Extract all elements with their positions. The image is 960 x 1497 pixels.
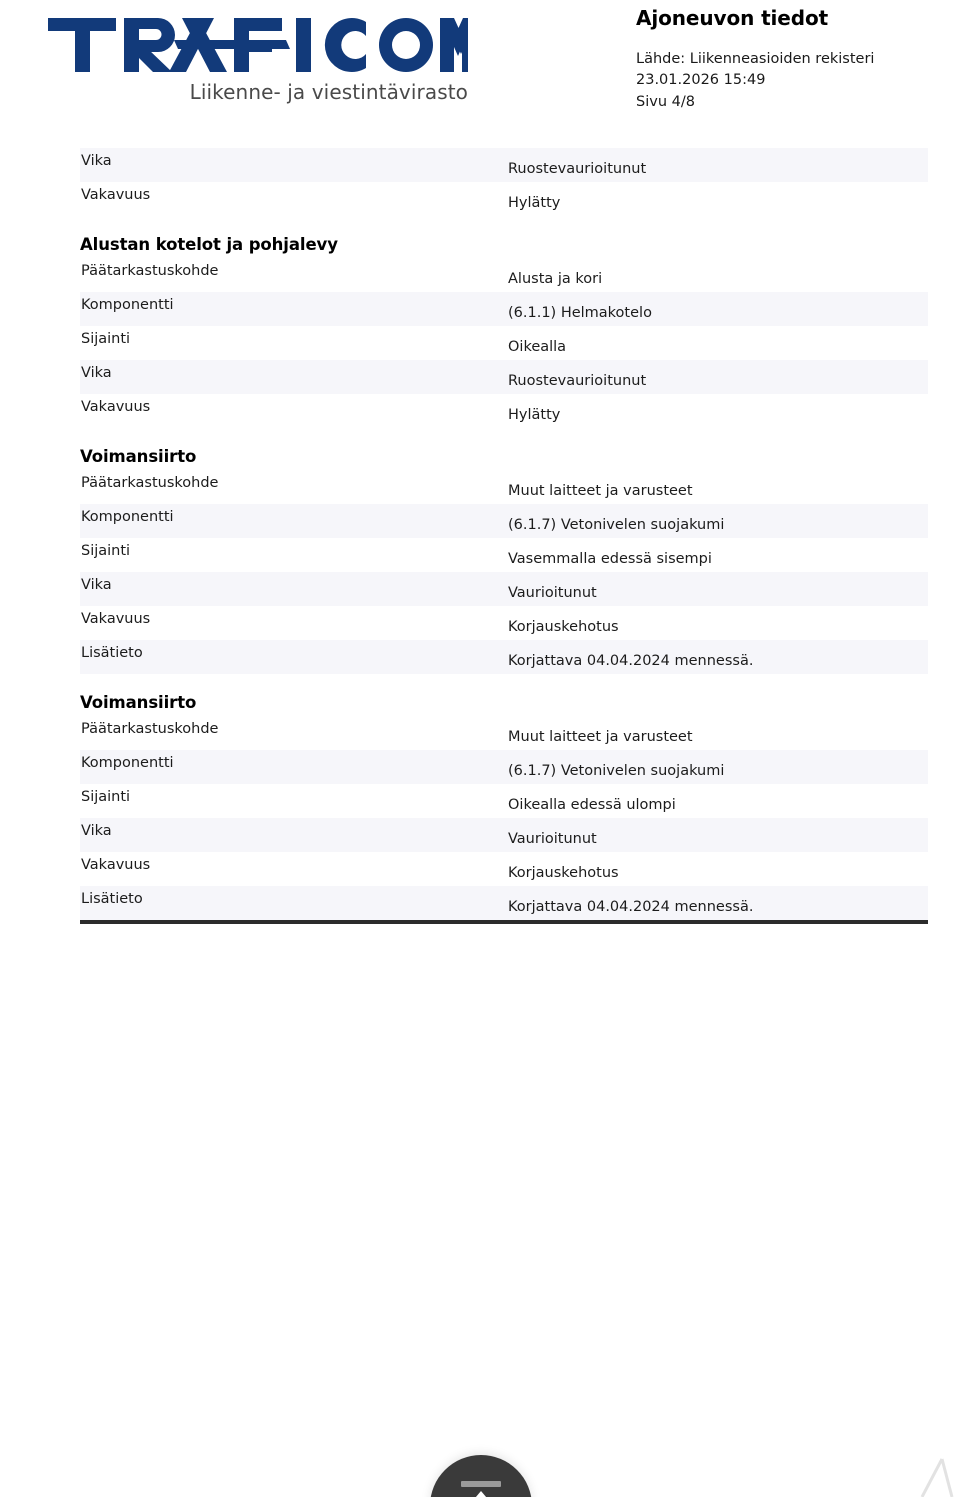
- table-row: [80, 538, 928, 572]
- row-value: (6.1.7) Vetonivelen suojakumi: [508, 516, 725, 533]
- row-value: Ruostevaurioitunut: [508, 372, 647, 389]
- row-label: Komponentti: [81, 754, 174, 771]
- table-row: [80, 716, 928, 750]
- row-value: Hylätty: [508, 406, 561, 423]
- row-label: Vika: [81, 364, 112, 381]
- timestamp: 23.01.2026 15:49: [636, 72, 766, 89]
- row-label: Sijainti: [81, 788, 131, 805]
- row-label: Lisätieto: [81, 890, 143, 907]
- table-row: [80, 326, 928, 360]
- page-title: Ajoneuvon tiedot: [636, 6, 829, 30]
- row-label: Komponentti: [81, 296, 174, 313]
- table-row: [80, 750, 928, 784]
- row-value: Muut laitteet ja varusteet: [508, 482, 693, 499]
- row-label: Päätarkastuskohde: [81, 262, 219, 279]
- table-row: [80, 572, 928, 606]
- row-value: Korjattava 04.04.2024 mennessä.: [508, 898, 754, 915]
- table-row: [80, 504, 928, 538]
- corner-mark-icon: [908, 1445, 956, 1497]
- row-value: Vaurioitunut: [508, 584, 597, 601]
- table-row: [80, 360, 928, 394]
- row-label: Lisätieto: [81, 644, 143, 661]
- table-row: [80, 292, 928, 326]
- row-value: (6.1.1) Helmakotelo: [508, 304, 652, 321]
- row-value: (6.1.7) Vetonivelen suojakumi: [508, 762, 725, 779]
- inspection-details-table: [80, 148, 928, 924]
- section-heading: Voimansiirto: [80, 674, 928, 716]
- row-label: Vakavuus: [81, 856, 151, 873]
- row-label: Vika: [81, 576, 112, 593]
- document-meta: [636, 49, 936, 113]
- table-row: [80, 394, 928, 428]
- row-label: Sijainti: [81, 330, 131, 347]
- row-value: Korjattava 04.04.2024 mennessä.: [508, 652, 754, 669]
- table-row: [80, 148, 928, 182]
- table-row: [80, 852, 928, 886]
- row-label: Vika: [81, 152, 112, 169]
- row-label: Vakavuus: [81, 610, 151, 627]
- row-value: Oikealla: [508, 338, 567, 355]
- traficom-wordmark-icon: [48, 14, 468, 76]
- row-value: Alusta ja kori: [508, 270, 603, 287]
- table-row: [80, 886, 928, 920]
- row-label: Vika: [81, 822, 112, 839]
- row-label: Päätarkastuskohde: [81, 474, 219, 491]
- row-label: Vakavuus: [81, 398, 151, 415]
- table-row: [80, 606, 928, 640]
- share-bar-icon: [461, 1481, 501, 1487]
- row-label: Sijainti: [81, 542, 131, 559]
- row-label: Vakavuus: [81, 186, 151, 203]
- table-row: [80, 258, 928, 292]
- row-value: Hylätty: [508, 194, 561, 211]
- row-value: Korjauskehotus: [508, 618, 619, 635]
- source-line: Lähde: Liikenneasioiden rekisteri: [636, 51, 875, 67]
- row-value: Ruostevaurioitunut: [508, 160, 647, 177]
- row-value: Vasemmalla edessä sisempi: [508, 550, 712, 567]
- section-heading: Voimansiirto: [80, 428, 928, 470]
- share-button[interactable]: [430, 1455, 532, 1497]
- row-value: Muut laitteet ja varusteet: [508, 728, 693, 745]
- row-label: Päätarkastuskohde: [81, 720, 219, 737]
- table-row: [80, 640, 928, 674]
- table-row: [80, 784, 928, 818]
- share-arrow-icon: [470, 1491, 492, 1497]
- page-indicator: Sivu 4/8: [636, 93, 695, 110]
- row-value: Korjauskehotus: [508, 864, 619, 881]
- row-value: Oikealla edessä ulompi: [508, 796, 676, 813]
- traficom-logo: [48, 14, 478, 104]
- table-row: [80, 182, 928, 216]
- page-header: [0, 0, 960, 140]
- section-heading: Alustan kotelot ja pohjalevy: [80, 216, 928, 258]
- vertical-scrollbar[interactable]: [923, 148, 935, 918]
- table-row: [80, 818, 928, 852]
- logo-tagline: Liikenne- ja viestintävirasto: [189, 80, 468, 104]
- header-info: [636, 6, 936, 113]
- row-label: Komponentti: [81, 508, 174, 525]
- row-value: Vaurioitunut: [508, 830, 597, 847]
- table-row: [80, 470, 928, 504]
